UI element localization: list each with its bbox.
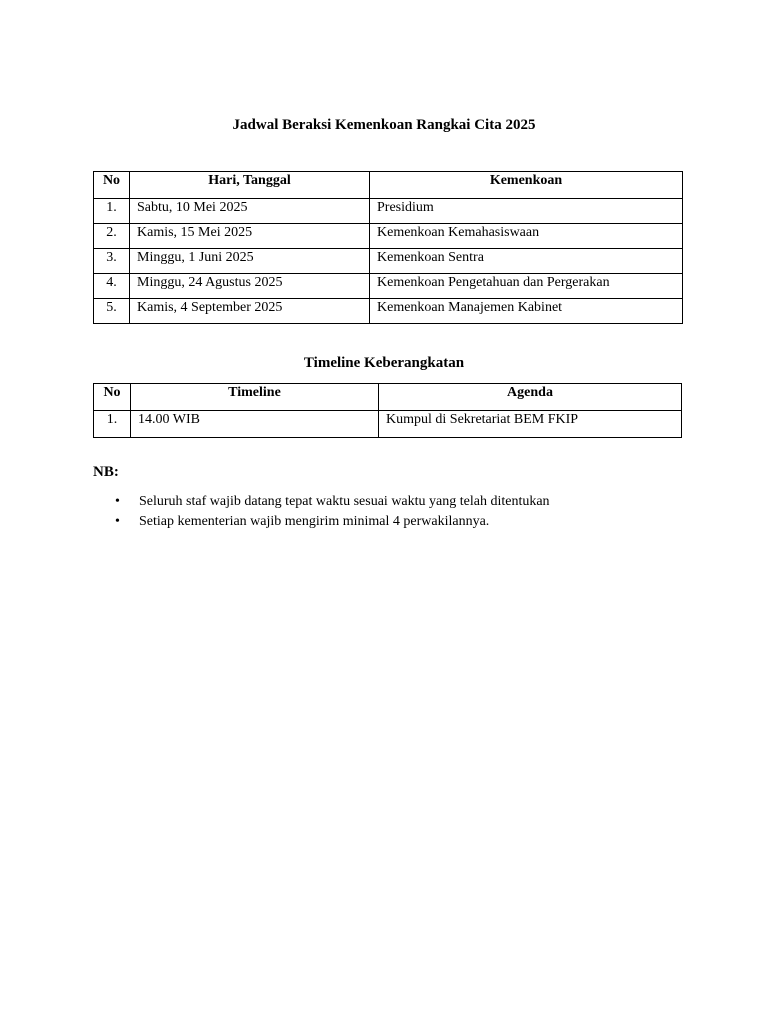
bullet-icon: •: [115, 494, 120, 509]
cell-no: 1.: [94, 199, 130, 224]
cell-kemenkoan: Presidium: [370, 199, 683, 224]
cell-date: Minggu, 1 Juni 2025: [130, 249, 370, 274]
schedule-table: [93, 171, 683, 324]
table-row: [94, 274, 683, 299]
cell-kemenkoan: Kemenkoan Manajemen Kabinet: [370, 299, 683, 324]
timeline-title: Timeline Keberangkatan: [303, 355, 465, 371]
list-item: [93, 512, 550, 532]
header-timeline: Timeline: [131, 384, 379, 411]
cell-date: Kamis, 15 Mei 2025: [130, 224, 370, 249]
header-no: No: [94, 384, 131, 411]
bullet-icon: •: [115, 514, 120, 529]
table-header-row: [94, 172, 683, 199]
cell-no: 5.: [94, 299, 130, 324]
table-row: [94, 411, 682, 438]
cell-no: 4.: [94, 274, 130, 299]
note-text: Seluruh staf wajib datang tepat waktu sesuai waktu yang telah ditentukan: [139, 494, 550, 509]
cell-date: Minggu, 24 Agustus 2025: [130, 274, 370, 299]
cell-agenda: Kumpul di Sekretariat BEM FKIP: [379, 411, 682, 438]
table-row: [94, 249, 683, 274]
cell-date: Sabtu, 10 Mei 2025: [130, 199, 370, 224]
notes-list: [93, 492, 550, 532]
header-kemenkoan: Kemenkoan: [370, 172, 683, 199]
cell-date: Kamis, 4 September 2025: [130, 299, 370, 324]
table-row: [94, 199, 683, 224]
document-title: Jadwal Beraksi Kemenkoan Rangkai Cita 2025: [232, 117, 536, 133]
notes-label: NB:: [93, 464, 119, 480]
cell-no: 3.: [94, 249, 130, 274]
table-row: [94, 224, 683, 249]
table-row: [94, 299, 683, 324]
cell-kemenkoan: Kemenkoan Kemahasiswaan: [370, 224, 683, 249]
table-header-row: [94, 384, 682, 411]
cell-no: 1.: [94, 411, 131, 438]
cell-no: 2.: [94, 224, 130, 249]
header-date: Hari, Tanggal: [130, 172, 370, 199]
cell-kemenkoan: Kemenkoan Pengetahuan dan Pergerakan: [370, 274, 683, 299]
header-no: No: [94, 172, 130, 199]
list-item: [93, 492, 550, 512]
cell-kemenkoan: Kemenkoan Sentra: [370, 249, 683, 274]
header-agenda: Agenda: [379, 384, 682, 411]
note-text: Setiap kementerian wajib mengirim minimal 4 perwakilannya.: [139, 514, 490, 529]
timeline-table: [93, 383, 682, 438]
cell-time: 14.00 WIB: [131, 411, 379, 438]
